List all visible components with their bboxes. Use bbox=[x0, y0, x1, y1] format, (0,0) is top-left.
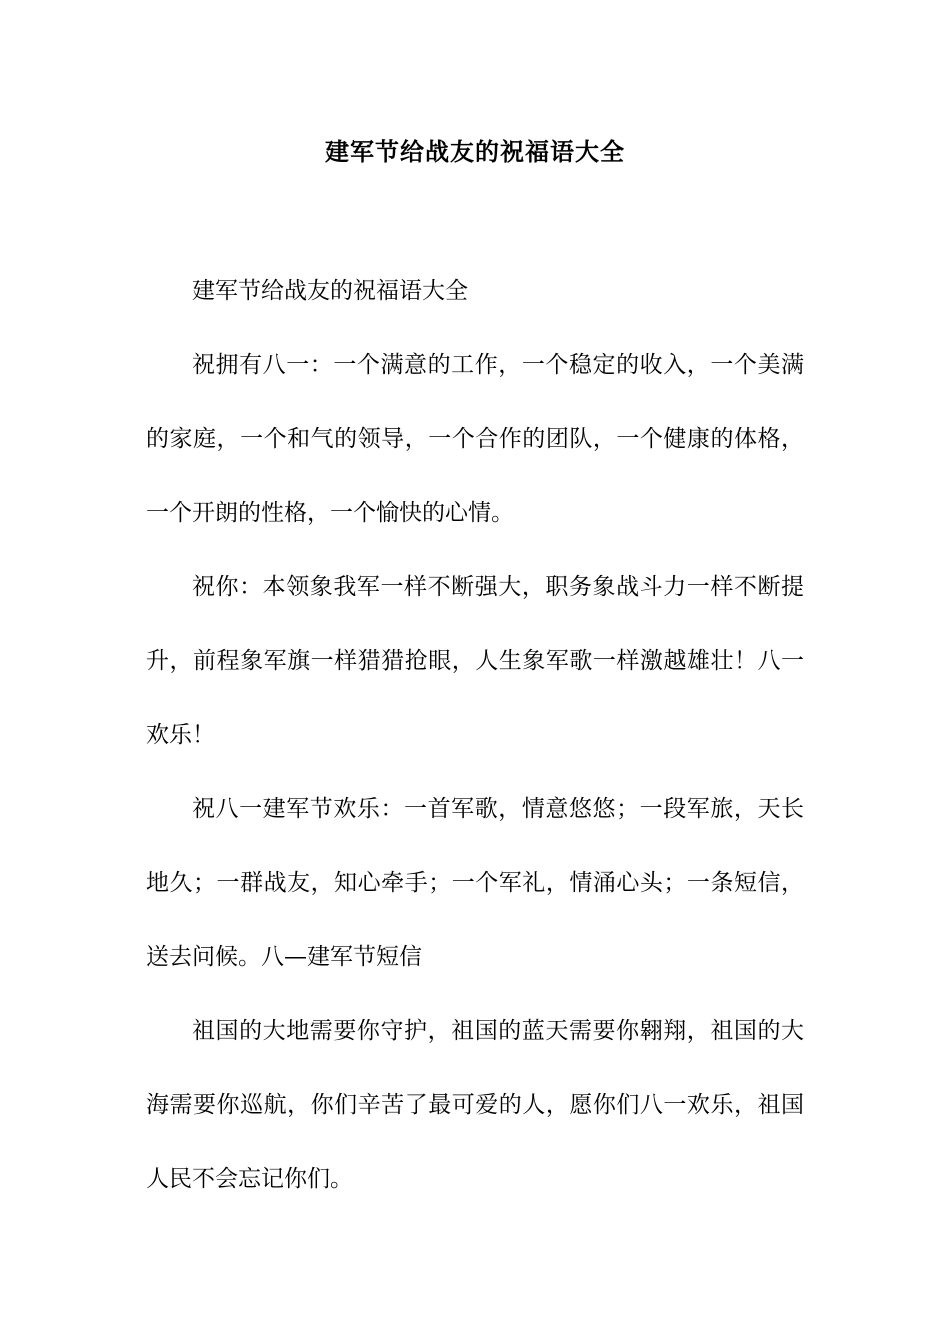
paragraph-1: 建军节给战友的祝福语大全 bbox=[192, 278, 468, 304]
document-title: 建军节给战友的祝福语大全 bbox=[325, 137, 625, 166]
paragraph-5: 祖国的大地需要你守护，祖国的蓝天需要你翱翔，祖国的大海需要你巡航，你们辛苦了最可爱的人，愿你们八一欢乐，祖国人民不会忘记你们。 bbox=[146, 1018, 804, 1192]
paragraph-3: 祝你：本领象我军一样不断强大，职务象战斗力一样不断提升，前程象军旗一样猎猎抢眼，人生象军歌一样激越雄壮！八一欢乐！ bbox=[146, 574, 804, 748]
paragraph-2: 祝拥有八一：一个满意的工作，一个稳定的收入，一个美满的家庭，一个和气的领导，一个合作的团队，一个健康的体格，一个开朗的性格，一个愉快的心情。 bbox=[146, 352, 804, 526]
document-body bbox=[146, 254, 804, 1216]
paragraph-4: 祝八一建军节欢乐：一首军歌，情意悠悠；一段军旅，天长地久；一群战友，知心牵手；一个军礼，情涌心头；一条短信，送去问候。八—建军节短信 bbox=[146, 796, 804, 970]
